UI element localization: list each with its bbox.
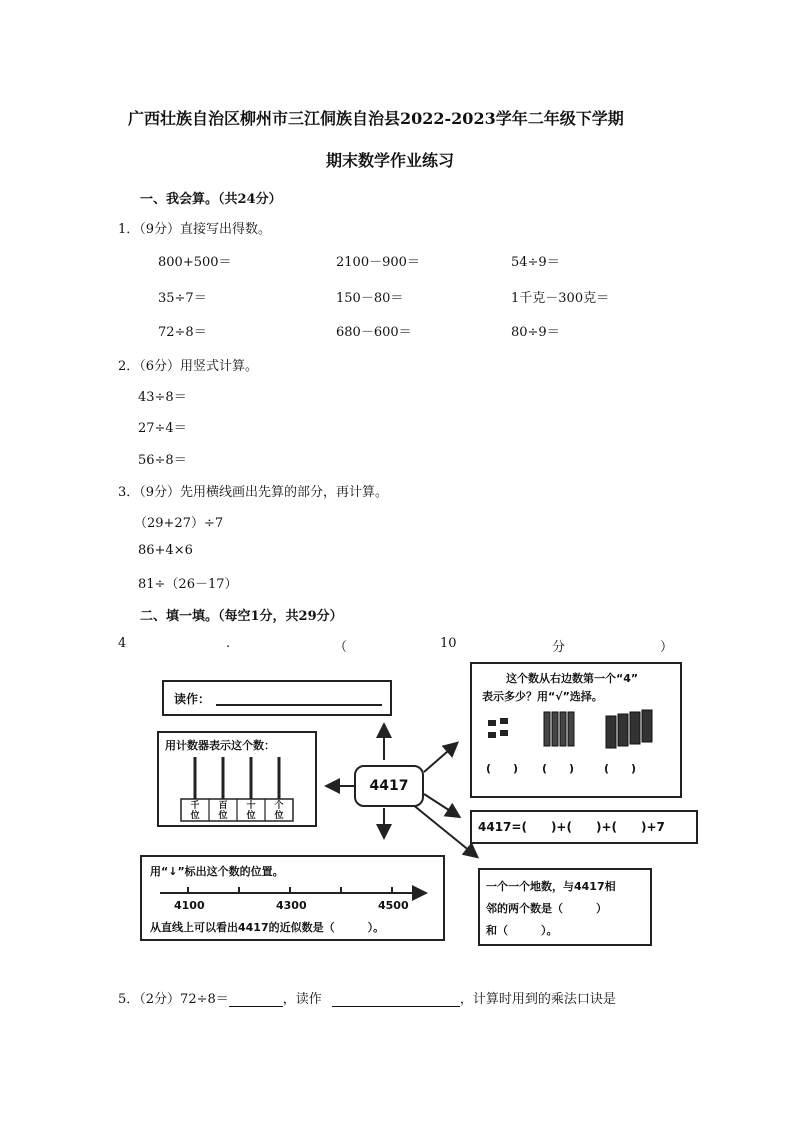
q4-number: 4 <box>118 636 127 651</box>
ten-rod <box>552 712 558 746</box>
tick-label: 4100 <box>174 899 205 912</box>
expansion-box[interactable]: 4417=( )+( )+( )+7 <box>470 810 698 844</box>
thousand-block <box>606 716 616 748</box>
neighbors-line-3[interactable]: 和（ ）。 <box>486 924 558 937</box>
numberline-title: 用“↓”标出这个数的位置。 <box>150 865 284 878</box>
abacus-box <box>157 731 317 827</box>
neighbors-line-2[interactable]: 邻的两个数是（ ） <box>486 902 607 915</box>
section-1-heading: 一、我会算。（共24分） <box>140 192 282 207</box>
place-ones: 个位 <box>274 801 284 821</box>
q1-item: 800+500＝ <box>158 255 232 270</box>
q5-read-blank[interactable] <box>332 992 460 1007</box>
q3-item: 86+4×6 <box>138 543 193 558</box>
arrow-right <box>424 794 458 816</box>
thousand-block <box>618 714 628 746</box>
q5-line <box>118 988 616 1007</box>
section-2-heading: 二、填一填。（每空1分，共29分） <box>140 609 343 624</box>
digit-value-box <box>470 662 682 798</box>
q1-item: 680－600＝ <box>336 325 412 340</box>
q1-item: 35÷7＝ <box>158 291 207 306</box>
choice-thousands[interactable]: ( ) <box>604 762 637 775</box>
abacus-rods <box>159 733 315 825</box>
digit-line-1: 这个数从右边数第一个“4” <box>506 672 639 685</box>
unit-cube <box>488 732 496 738</box>
title-line-1: 广西壮族自治区柳州市三江侗族自治县2022-2023学年二年级下学期 <box>128 109 624 128</box>
neighbors-box <box>478 868 652 946</box>
place-tens: 十位 <box>246 801 256 821</box>
q1-label: 1．（9分）直接写出得数。 <box>118 222 272 237</box>
unit-cube <box>500 730 508 736</box>
thousand-block <box>642 710 652 742</box>
q3-label: 3．（9分）先用横线画出先算的部分，再计算。 <box>118 485 389 500</box>
q1-item: 150－80＝ <box>336 291 404 306</box>
q4-score: 10 <box>440 636 457 651</box>
q5-suffix: ，计算时用到的乘法口诀是 <box>459 992 616 1007</box>
read-answer-line[interactable] <box>216 704 382 706</box>
q5-mid: ，读作 <box>282 992 322 1007</box>
title-line-2: 期末数学作业练习 <box>326 151 455 170</box>
tick-label: 4500 <box>378 899 409 912</box>
read-box <box>162 680 392 716</box>
read-label: 读作： <box>174 692 211 706</box>
q5-answer-blank[interactable] <box>229 992 283 1007</box>
arrow-upright <box>424 744 456 772</box>
ten-rod <box>560 712 566 746</box>
q1-item: 2100－900＝ <box>336 255 420 270</box>
abacus-title: 用计数器表示这个数： <box>165 739 275 752</box>
ten-rod <box>544 712 550 746</box>
q2-label: 2．（6分）用竖式计算。 <box>118 359 259 374</box>
q1-item: 54÷9＝ <box>511 255 560 270</box>
numberline-footer: 从直线上可以看出4417的近似数是（ ）。 <box>150 921 385 934</box>
q4-unit: 分 <box>552 640 566 655</box>
arrow-downright <box>412 804 476 856</box>
place-hundreds: 百位 <box>218 801 228 821</box>
q2-item: 56÷8＝ <box>138 453 187 468</box>
numberline-box <box>140 855 445 941</box>
q2-item: 43÷8＝ <box>138 390 187 405</box>
q1-item: 72÷8＝ <box>158 325 207 340</box>
ten-rod <box>568 712 574 746</box>
choice-ones[interactable]: ( ) <box>486 762 519 775</box>
unit-cube <box>488 720 496 726</box>
digit-line-2: 表示多少？用“√”选择。 <box>482 690 603 703</box>
choice-tens[interactable]: ( ) <box>542 762 575 775</box>
q2-item: 27÷4＝ <box>138 421 187 436</box>
place-thousands: 千位 <box>190 801 200 821</box>
block-pictures <box>472 664 680 796</box>
q3-item: （29+27）÷7 <box>134 516 224 531</box>
q4-paren-open: （ <box>334 640 348 655</box>
unit-cube <box>500 718 508 724</box>
q1-item: 80÷9＝ <box>511 325 560 340</box>
neighbors-line-1: 一个一个地数，与4417相 <box>486 880 616 893</box>
q1-item: 1千克－300克＝ <box>511 291 610 306</box>
q4-paren-close: ） <box>660 640 674 655</box>
q4-dot: . <box>226 636 231 651</box>
q5-prefix: 5．（2分）72÷8＝ <box>118 992 229 1007</box>
center-number: 4417 <box>354 765 424 807</box>
tick-label: 4300 <box>276 899 307 912</box>
thousand-block <box>630 712 640 744</box>
q3-item: 81÷（26－17） <box>138 577 238 592</box>
